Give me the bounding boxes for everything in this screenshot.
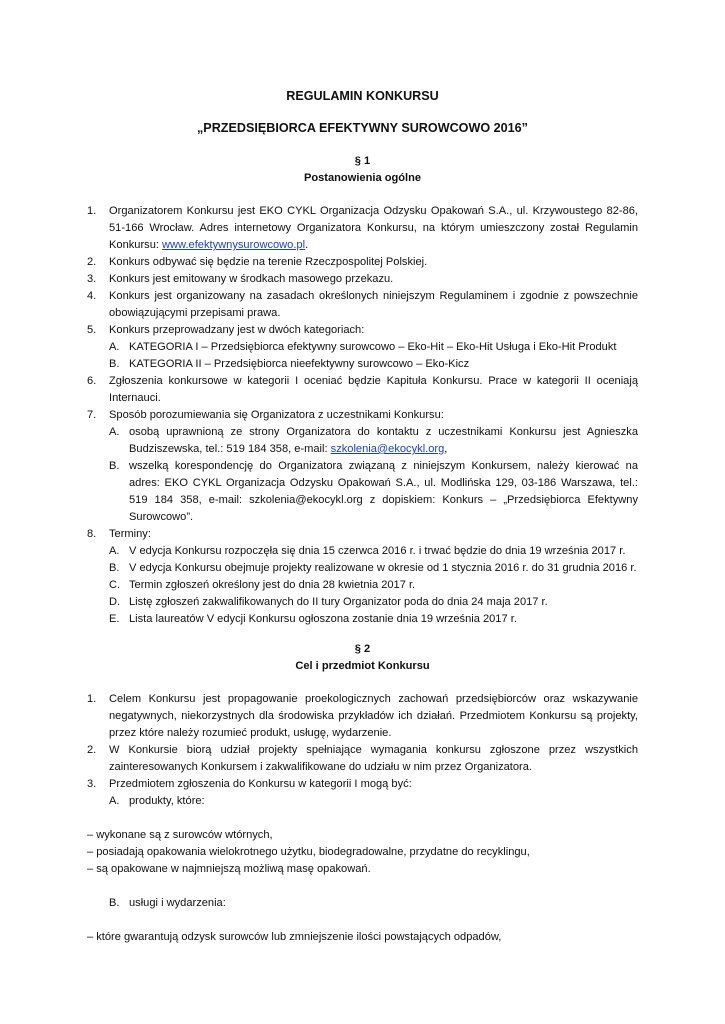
section-1-number: § 1 xyxy=(354,155,371,167)
sub-item: C. Termin zgłoszeń określony jest do dnia 28 kwietnia 2017 r. xyxy=(109,579,416,591)
dash-item: – posiadają opakowania wielokrotnego użytku, biodegradowalne, przydatne do recyklingu, xyxy=(87,846,530,858)
list-item: 8. Terminy: xyxy=(87,528,151,540)
section-1-heading: Postanowienia ogólne xyxy=(303,172,422,184)
list-item: 5. Konkurs przeprowadzany jest w dwóch kategoriach: xyxy=(87,324,365,336)
sub-item: B. usługi i wydarzenia: xyxy=(109,897,226,909)
list-item: 2. Konkurs odbywać się będzie na terenie Rzeczpospolitej Polskiej. xyxy=(87,256,428,268)
list-item: 3. Przedmiotem zgłoszenia do Konkursu w kategorii I mogą być: xyxy=(87,778,412,790)
list-item: 3. Konkurs jest emitowany w środkach masowego przekazu. xyxy=(87,273,394,285)
sub-item: A. produkty, które: xyxy=(109,795,205,807)
list-item: 4. Konkurs jest organizowany na zasadach określonych niniejszym Regulaminem i zgodnie z powszechnie obowiązującymi przepisami prawa. xyxy=(87,290,638,319)
dash-item: – które gwarantują odzysk surowców lub zmniejszenie ilości powstających odpadów, xyxy=(87,931,502,943)
document-title: REGULAMIN KONKURSU xyxy=(286,89,439,103)
website-link[interactable]: www.efektywnysurowcowo.pl xyxy=(162,239,306,251)
sub-item: E. Lista laureatów V edycji Konkursu ogłoszona zostanie dnia 19 września 2017 r. xyxy=(109,613,517,625)
section-2-heading: Cel i przedmiot Konkursu xyxy=(295,660,430,672)
list-item: 2. W Konkursie biorą udział projekty spełniające wymagania konkursu zgłoszone przez wszystkich zainteresowanych Konkursem i zakwalifikowane do udziału w nim przez Organizatora. xyxy=(87,744,638,773)
list-item: 6. Zgłoszenia konkursowe w kategorii I oceniać będzie Kapituła Konkursu. Prace w kategorii II oceniają Internauci. xyxy=(87,375,638,404)
sub-item: D. Listę zgłoszeń zakwalifikowanych do II tury Organizator poda do dnia 24 maja 2017 r. xyxy=(109,596,548,608)
document-subtitle: „PRZEDSIĘBIORCA EFEKTYWNY SUROWCOWO 2016” xyxy=(197,121,528,135)
list-item: 1. Organizatorem Konkursu jest EKO CYKL Organizacja Odzysku Opakowań S.A., ul. Krzywoustego 82-86, 51-166 Wrocław. Adres internetowy Organizatora Konkursu, na którym umieszczony został Regulamin Konkursu: www.efektywnysurowcowo.pl. xyxy=(87,205,638,251)
sub-item: A. KATEGORIA I – Przedsiębiorca efektywny surowcowo – Eko-Hit – Eko-Hit Usługa i Eko-Hit Produkt xyxy=(109,341,617,353)
sub-item: B. KATEGORIA II – Przedsiębiorca nieefektywny surowcowo – Eko-Kicz xyxy=(109,358,470,370)
sub-item: B. V edycja Konkursu obejmuje projekty realizowane w okresie od 1 stycznia 2016 r. do 31 grudnia 2016 r. xyxy=(109,562,637,574)
sub-item: A. osobą uprawnioną ze strony Organizatora do kontaktu z uczestnikami Konkursu jest Agnieszka Budziszewska, tel.: 519 184 358, e-mail: szkolenia@ekocykl.org, xyxy=(109,426,638,455)
list-item: 7. Sposób porozumiewania się Organizatora z uczestnikami Konkursu: xyxy=(87,409,444,421)
dash-item: – są opakowane w najmniejszą możliwą masę opakowań. xyxy=(87,863,371,875)
email-link[interactable]: szkolenia@ekocykl.org xyxy=(330,443,445,455)
sub-item: B. wszelką korespondencję do Organizatora związaną z niniejszym Konkursem, należy kierować na adres: EKO CYKL Organizacja Odzysku Opakowań S.A., ul. Modlińska 129, 03-186 Warszawa, tel.: 519 184 358, e-mail: szkolenia@ekocykl.org z dopiskiem: Konkurs – „Przedsiębiorca Efektywny Surowcowo”. xyxy=(109,460,638,523)
sub-item: A. V edycja Konkursu rozpoczęła się dnia 15 czerwca 2016 r. i trwać będzie do dnia 19 września 2017 r. xyxy=(109,545,626,557)
section-2-number: § 2 xyxy=(354,643,371,655)
dash-item: – wykonane są z surowców wtórnych, xyxy=(87,829,273,841)
list-item: 1. Celem Konkursu jest propagowanie proekologicznych zachowań przedsiębiorców oraz wskazywanie negatywnych, niekorzystnych dla środowiska przykładów ich działań. Przedmiotem Konkursu są projekty, przez które należy rozumieć produkt, usługę, wydarzenie. xyxy=(87,693,638,739)
